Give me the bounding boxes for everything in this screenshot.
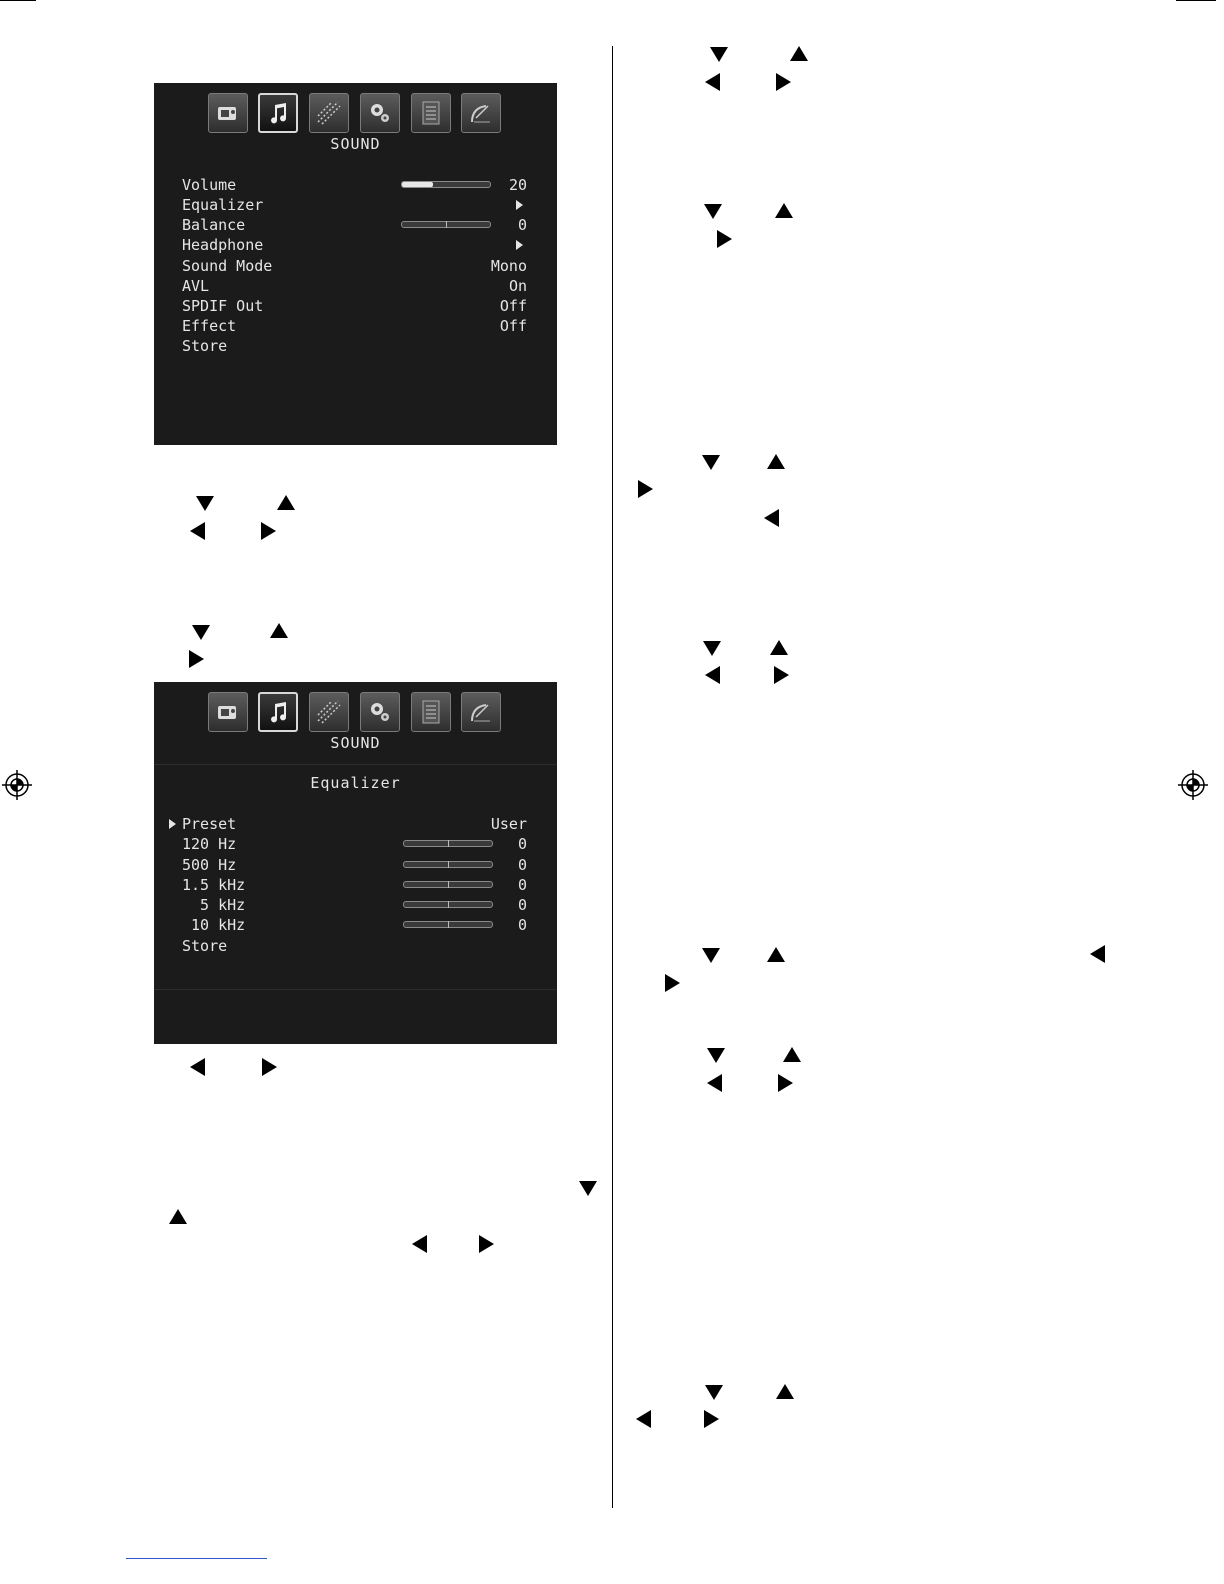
registration-mark-left-icon <box>2 770 32 800</box>
up-triangle-icon <box>770 640 788 655</box>
down-triangle-icon <box>579 1181 597 1196</box>
right-triangle-icon <box>776 73 791 91</box>
left-triangle-icon <box>412 1235 427 1253</box>
up-triangle-icon <box>790 46 808 61</box>
menu-item-volume[interactable] <box>182 175 527 195</box>
menu-item-value: 0 <box>517 916 527 934</box>
left-triangle-icon <box>190 522 205 540</box>
up-triangle-icon <box>783 1047 801 1062</box>
list-icon[interactable] <box>411 93 451 133</box>
down-triangle-icon <box>710 47 728 62</box>
up-triangle-icon <box>767 454 785 469</box>
menu-item-label: SPDIF Out <box>182 297 264 315</box>
down-triangle-icon <box>707 1048 725 1063</box>
menu-item-label: Headphone <box>182 236 264 254</box>
left-triangle-icon <box>705 73 720 91</box>
down-triangle-icon <box>196 496 214 511</box>
menu-item-label: Volume <box>182 176 237 194</box>
down-triangle-icon <box>704 204 722 219</box>
menu-item-label: Preset <box>182 815 237 833</box>
menu-item-sound-mode[interactable] <box>182 256 527 276</box>
up-triangle-icon <box>277 495 295 510</box>
down-triangle-icon <box>703 641 721 656</box>
footer-line <box>126 1558 267 1559</box>
down-triangle-icon <box>192 625 210 640</box>
settings-gear-icon[interactable] <box>360 692 400 732</box>
eq-slider[interactable] <box>403 881 493 888</box>
up-triangle-icon <box>775 203 793 218</box>
menu-item-equalizer[interactable] <box>182 195 527 215</box>
crop-mark-top-left <box>0 0 36 1</box>
left-triangle-icon <box>1090 945 1105 963</box>
satellite-dish-icon[interactable] <box>461 93 501 133</box>
right-triangle-icon <box>189 650 204 668</box>
settings-gear-icon[interactable] <box>360 93 400 133</box>
menu-item-value: User <box>490 815 527 833</box>
menu-item-value: Off <box>499 297 527 315</box>
stars-icon[interactable] <box>309 93 349 133</box>
eq-slider[interactable] <box>403 921 493 928</box>
right-triangle-icon <box>479 1235 494 1253</box>
left-triangle-icon <box>707 1074 722 1092</box>
menu-item-value: Mono <box>490 257 527 275</box>
balance-slider[interactable] <box>401 221 491 228</box>
menu-item-label: Store <box>182 337 228 355</box>
menu-title: SOUND <box>330 135 381 153</box>
right-triangle-icon <box>717 230 732 248</box>
registration-mark-right-icon <box>1178 770 1208 800</box>
eq-item-500hz[interactable] <box>182 855 527 875</box>
left-triangle-icon <box>636 1410 651 1428</box>
up-triangle-icon <box>767 947 785 962</box>
up-triangle-icon <box>776 1384 794 1399</box>
eq-slider[interactable] <box>403 840 493 847</box>
left-triangle-icon <box>764 509 779 527</box>
menu-item-value: 20 <box>508 176 527 194</box>
sound-menu-screen <box>154 83 557 445</box>
right-triangle-icon <box>665 974 680 992</box>
menu-tab-bar <box>154 93 557 135</box>
menu-item-headphone[interactable] <box>182 235 527 255</box>
right-triangle-icon <box>704 1410 719 1428</box>
up-triangle-icon <box>270 623 288 638</box>
right-triangle-icon <box>261 522 276 540</box>
submenu-arrow-icon <box>516 200 523 210</box>
music-note-icon[interactable] <box>258 93 298 133</box>
menu-title: SOUND <box>330 734 381 752</box>
eq-slider[interactable] <box>403 901 493 908</box>
menu-item-label: Effect <box>182 317 237 335</box>
menu-item-spdif-out[interactable] <box>182 296 527 316</box>
left-triangle-icon <box>190 1058 205 1076</box>
menu-item-label: 500 Hz <box>182 856 237 874</box>
menu-item-label: 1.5 kHz <box>182 876 246 894</box>
menu-item-value: 0 <box>517 876 527 894</box>
eq-item-10khz[interactable] <box>182 915 527 935</box>
down-triangle-icon <box>705 1385 723 1400</box>
menu-item-label: Store <box>182 937 228 955</box>
equalizer-menu-screen <box>154 682 557 1044</box>
menu-item-value: 0 <box>517 856 527 874</box>
menu-item-label: Equalizer <box>182 196 264 214</box>
menu-item-label: 5 kHz <box>182 896 246 914</box>
menu-item-store[interactable] <box>182 336 527 356</box>
eq-item-5khz[interactable] <box>182 895 527 915</box>
right-triangle-icon <box>774 666 789 684</box>
satellite-dish-icon[interactable] <box>461 692 501 732</box>
submenu-arrow-icon <box>516 240 523 250</box>
menu-item-value: On <box>508 277 527 295</box>
menu-item-value: 0 <box>517 216 527 234</box>
menu-item-value: Off <box>499 317 527 335</box>
picture-icon[interactable] <box>208 692 248 732</box>
menu-item-balance[interactable] <box>182 215 527 235</box>
down-triangle-icon <box>702 455 720 470</box>
menu-item-value: 0 <box>517 896 527 914</box>
eq-item-1-5khz[interactable] <box>182 875 527 895</box>
right-triangle-icon <box>262 1058 277 1076</box>
eq-slider[interactable] <box>403 861 493 868</box>
volume-slider[interactable] <box>401 181 491 188</box>
menu-tab-bar <box>154 692 557 734</box>
picture-icon[interactable] <box>208 93 248 133</box>
menu-item-label: 10 kHz <box>182 916 246 934</box>
selection-arrow-icon <box>169 819 176 829</box>
list-icon[interactable] <box>411 692 451 732</box>
left-triangle-icon <box>705 666 720 684</box>
menu-item-label: 120 Hz <box>182 835 237 853</box>
column-divider <box>612 46 613 1508</box>
menu-item-label: Balance <box>182 216 246 234</box>
eq-item-120hz[interactable] <box>182 834 527 854</box>
submenu-title: Equalizer <box>310 774 401 792</box>
right-triangle-icon <box>778 1074 793 1092</box>
stars-icon[interactable] <box>309 692 349 732</box>
menu-item-effect[interactable] <box>182 316 527 336</box>
menu-item-label: AVL <box>182 277 210 295</box>
eq-item-preset[interactable] <box>182 814 527 834</box>
music-note-icon[interactable] <box>258 692 298 732</box>
menu-item-avl[interactable] <box>182 276 527 296</box>
eq-item-store[interactable] <box>182 936 527 956</box>
right-triangle-icon <box>638 480 653 498</box>
menu-item-value: 0 <box>517 835 527 853</box>
menu-item-label: Sound Mode <box>182 257 273 275</box>
crop-mark-top-right <box>1176 0 1216 1</box>
divider <box>154 764 557 765</box>
up-triangle-icon <box>169 1209 187 1224</box>
divider <box>154 989 557 990</box>
down-triangle-icon <box>702 948 720 963</box>
